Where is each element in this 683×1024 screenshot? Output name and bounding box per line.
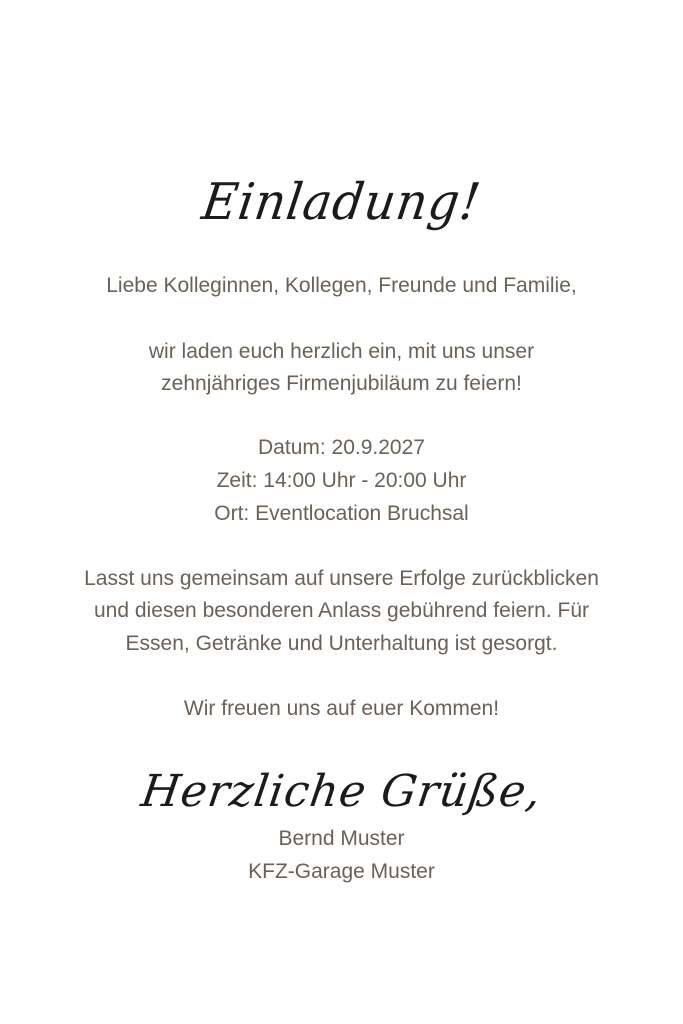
body-line-1: Lasst uns gemeinsam auf unsere Erfolge zurückblicken	[84, 567, 599, 590]
greeting-text: Liebe Kolleginnen, Kollegen, Freunde und Familie,	[106, 274, 577, 297]
event-place: Ort: Eventlocation Bruchsal	[214, 502, 469, 525]
signature-company: KFZ-Garage Muster	[248, 860, 435, 883]
signoff-text: Herzliche Grüße,	[138, 766, 546, 817]
intro-line-1: wir laden euch herzlich ein, mit uns unser	[148, 340, 535, 363]
event-time: Zeit: 14:00 Uhr - 20:00 Uhr	[216, 469, 467, 492]
signature-name: Bernd Muster	[278, 827, 405, 850]
closing-line: Wir freuen uns auf euer Kommen!	[183, 697, 500, 720]
intro-line-2: zehnjähriges Firmenjubiläum zu feiern!	[161, 372, 522, 395]
invitation-heading: Einladung!	[198, 172, 485, 232]
event-date: Datum: 20.9.2027	[258, 436, 425, 459]
body-line-2: und diesen besonderen Anlass gebührend feiern. Für	[93, 599, 590, 622]
body-line-3: Essen, Getränke und Unterhaltung ist gesorgt.	[125, 632, 558, 655]
